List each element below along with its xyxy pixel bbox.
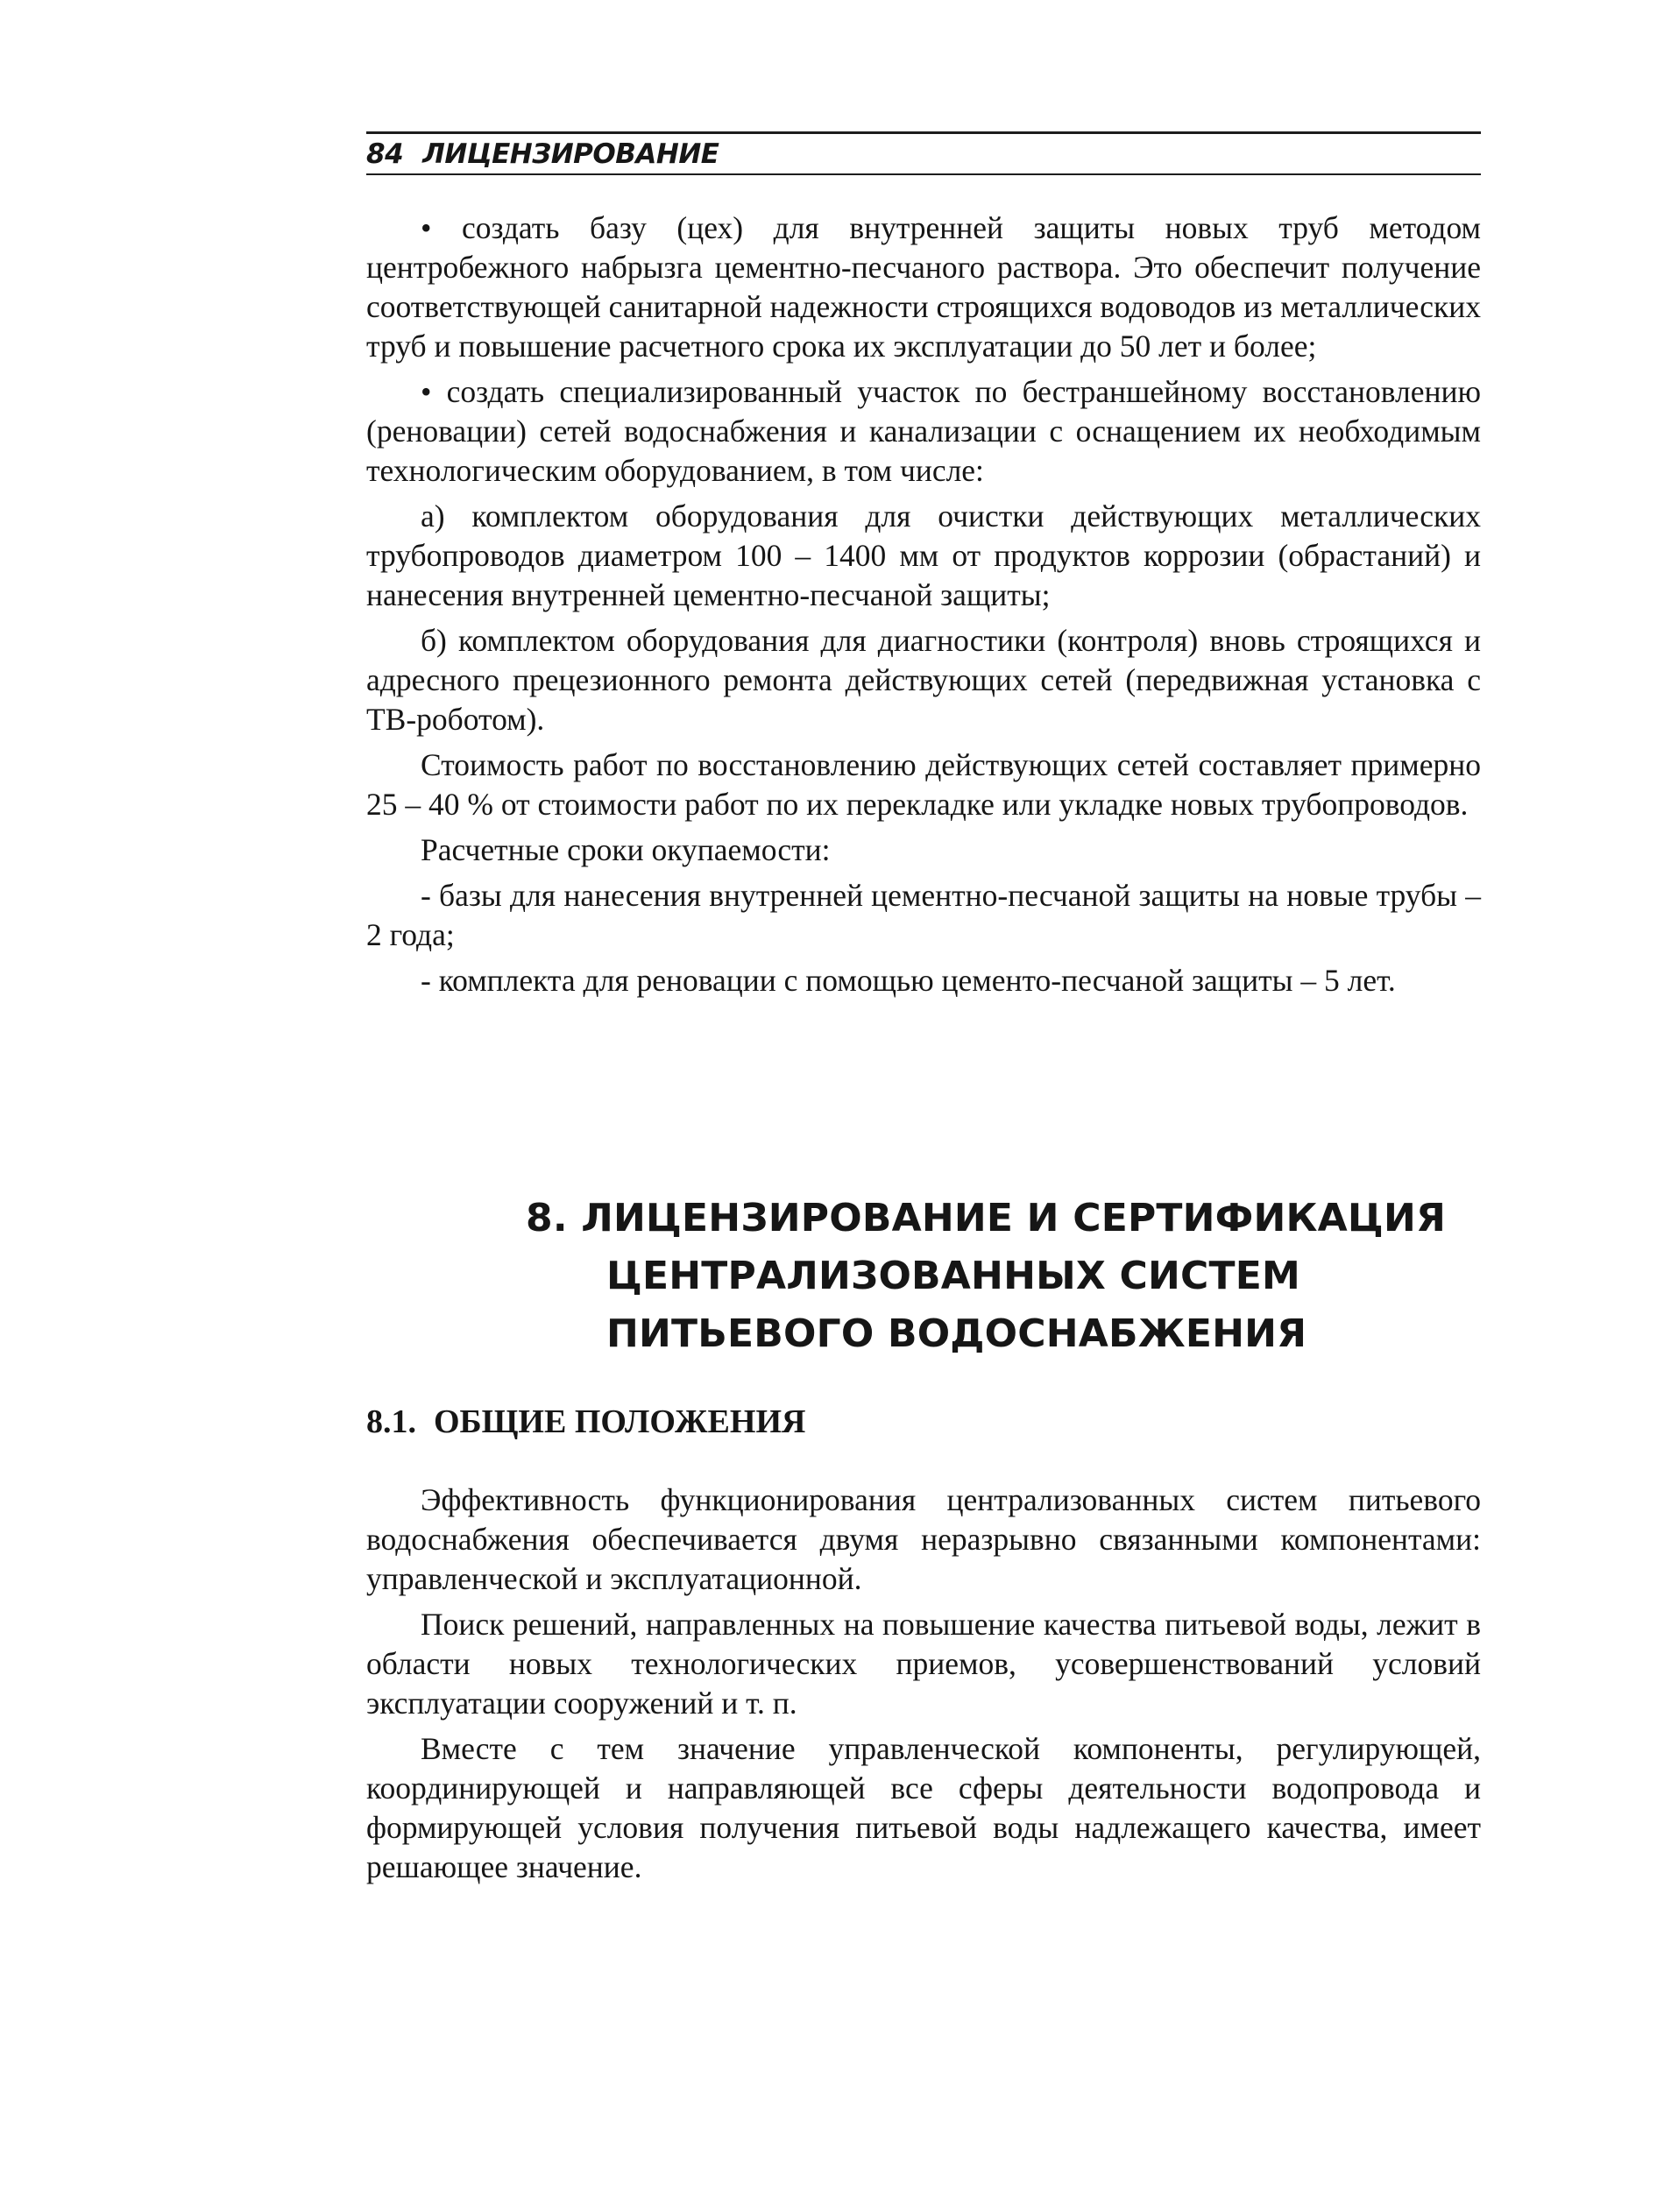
section-number: 8.1. (366, 1403, 416, 1440)
top-text-block (366, 208, 1481, 1000)
payback-item-2: - комплекта для реновации с помощью цементо-песчаной защиты – 5 лет. (421, 963, 1396, 998)
bullet-paragraph-2: • создать специализированный участок по бестраншейному восстановлению (реновации) сетей водоснабжения и канализации с оснащением их необходимым технологическим оборудованием, в том числе: (366, 374, 1481, 488)
chapter-title-line-2: ЦЕНТРАЛИЗОВАННЫХ СИСТЕМ (606, 1254, 1300, 1298)
bullet-paragraph-1: • создать базу (цех) для внутренней защиты новых труб методом центробежного набрызга цементно-песчаного раствора. Это обеспечит получение соответствующей санитарной надежности строящихся водоводов из металлических труб и повышение расчетного срока их эксплуатации до 50 лет и более; (366, 210, 1481, 364)
running-header (366, 131, 1481, 175)
list-item-a: а) комплектом оборудования для очистки действующих металлических трубопроводов диаметром 100 – 1400 мм от продуктов коррозии (обрастаний) и нанесения внутренней цементно-песчаной защиты; (366, 498, 1481, 612)
page-number: 84 (366, 138, 404, 170)
section-title: ОБЩИЕ ПОЛОЖЕНИЯ (434, 1403, 806, 1440)
section-paragraph-3: Вместе с тем значение управленческой компоненты, регулирующей, координирующей и направляющей все сферы деятельности водопровода и формирующей условия получения питьевой воды надлежащего качества, имеет решающее значение. (366, 1731, 1481, 1884)
section-heading (366, 1400, 805, 1444)
chapter-title-line-1: 8. ЛИЦЕНЗИРОВАНИЕ И СЕРТИФИКАЦИЯ (526, 1196, 1447, 1240)
section-paragraph-1: Эффективность функционирования централизованных систем питьевого водоснабжения обеспечивается двумя неразрывно связанными компонентами: управленческой и эксплуатационной. (366, 1482, 1481, 1596)
section-text-block (366, 1481, 1481, 1887)
payback-item-1: - базы для нанесения внутренней цементно-песчаной защиты на новые трубы – 2 года; (366, 878, 1481, 952)
chapter-title (526, 1190, 1481, 1363)
list-item-b: б) комплектом оборудования для диагностики (контроля) вновь строящихся и адресного прецезионного ремонта действующих сетей (передвижная установка с ТВ-роботом). (366, 623, 1481, 737)
payback-heading: Расчетные сроки окупаемости: (421, 832, 831, 867)
section-paragraph-2: Поиск решений, направленных на повышение качества питьевой воды, лежит в области новых технологических приемов, усовершенствований условий эксплуатации сооружений и т. п. (366, 1607, 1481, 1721)
running-title: ЛИЦЕНЗИРОВАНИЕ (422, 138, 719, 170)
chapter-title-line-3: ПИТЬЕВОГО ВОДОСНАБЖЕНИЯ (606, 1311, 1307, 1356)
cost-paragraph: Стоимость работ по восстановлению действующих сетей составляет примерно 25 – 40 % от стоимости работ по их перекладке или укладке новых трубопроводов. (366, 747, 1481, 822)
